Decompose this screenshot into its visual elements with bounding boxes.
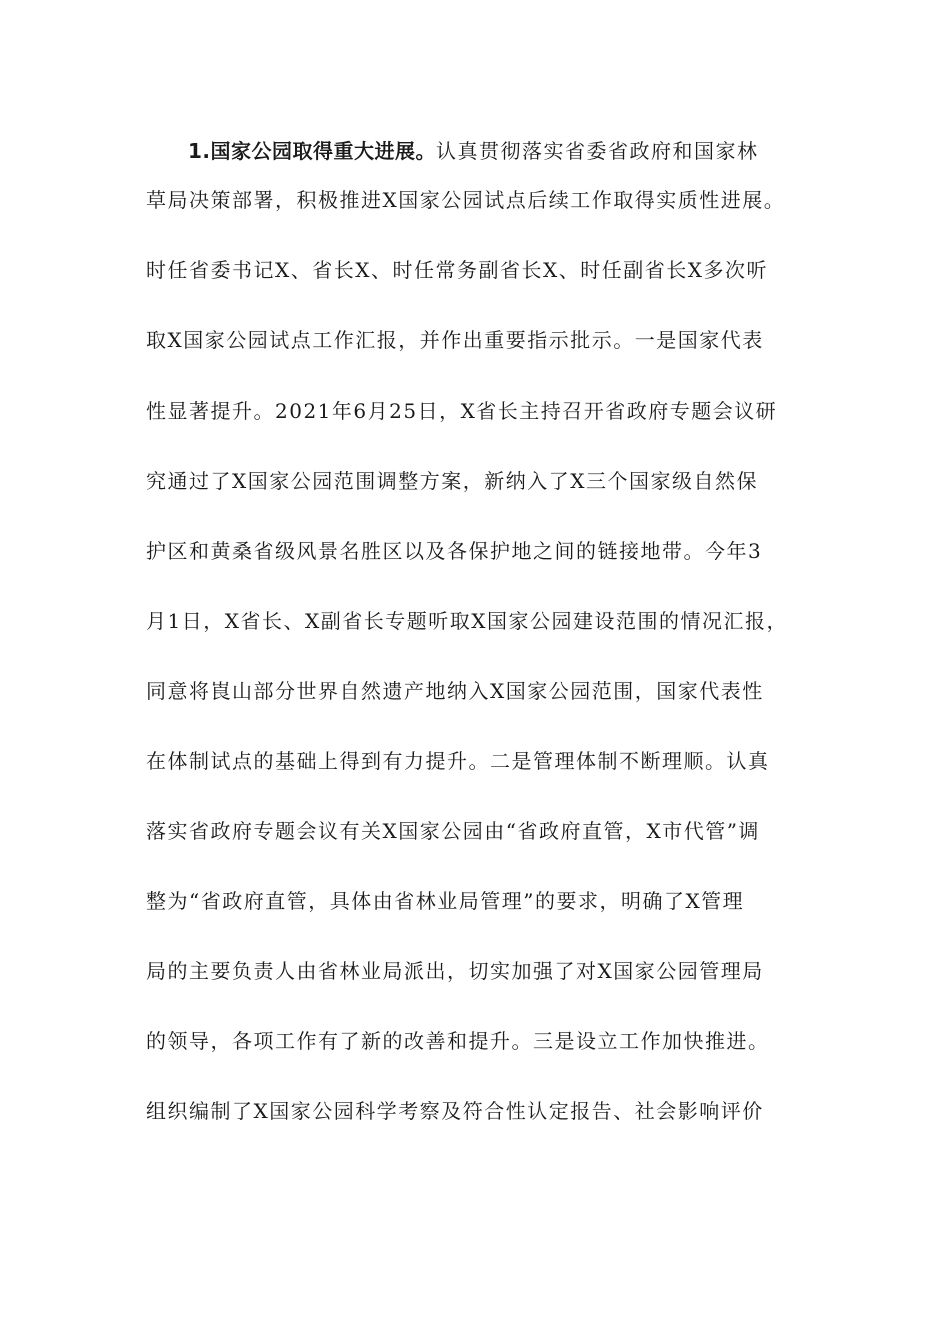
paragraph-line-16 (146, 1165, 826, 1197)
paragraph-line-3: 时任省委书记X、省长X、时任常务副省长X、时任副省长X多次听 (146, 258, 768, 282)
paragraph-text: 认真贯彻落实省委省政府和国家林 (436, 139, 759, 163)
paragraph-line-15: 组织编制了X国家公园科学考察及符合性认定报告、社会影响评价 (146, 1099, 764, 1123)
paragraph-line-13: 局的主要负责人由省林业局派出，切实加强了对X国家公园管理局 (146, 959, 764, 983)
paragraph-line-5: 性显著提升。2021年6月25日，X省长主持召开省政府专题会议研 (146, 399, 778, 423)
paragraph-line-1 (188, 135, 828, 167)
paragraph-line-6: 究通过了X国家公园范围调整方案，新纳入了X三个国家级自然保 (146, 469, 758, 493)
paragraph-line-11: 落实省政府专题会议有关X国家公园由“省政府直管，X市代管”调 (146, 819, 760, 843)
paragraph-line-2: 草局决策部署，积极推进X国家公园试点后续工作取得实质性进展。 (146, 188, 786, 212)
paragraph-line-4: 取X国家公园试点工作汇报，并作出重要指示批示。一是国家代表 (146, 328, 764, 352)
paragraph-line-8: 月1日，X省长、X副省长专题听取X国家公园建设范围的情况汇报， (146, 609, 788, 633)
paragraph-line-9: 同意将崀山部分世界自然遗产地纳入X国家公园范围，国家代表性 (146, 679, 764, 703)
paragraph-line-7: 护区和黄桑省级风景名胜区以及各保护地之间的链接地带。今年3 (146, 539, 763, 563)
paragraph-line-14: 的领导，各项工作有了新的改善和提升。三是设立工作加快推进。 (146, 1029, 770, 1053)
section-heading: 1.国家公园取得重大进展。 (188, 139, 437, 163)
paragraph-line-10: 在体制试点的基础上得到有力提升。二是管理体制不断理顺。认真 (146, 749, 770, 773)
paragraph-line-12: 整为“省政府直管，具体由省林业局管理”的要求，明确了X管理 (146, 889, 745, 913)
